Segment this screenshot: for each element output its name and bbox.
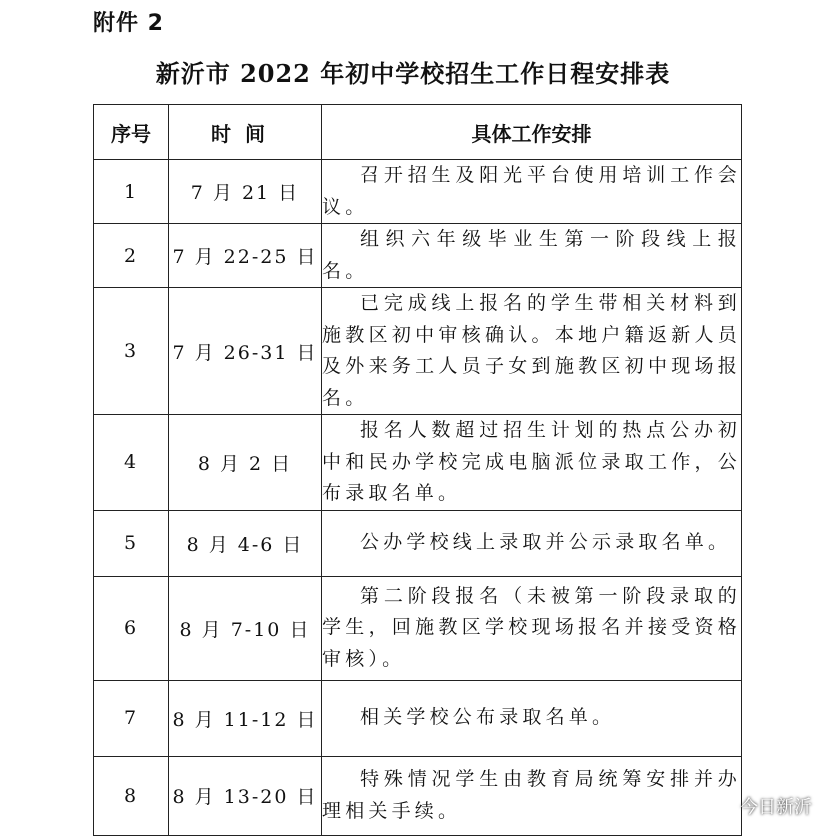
schedule-table — [93, 104, 742, 836]
attachment-label: 附件 2 — [93, 11, 164, 36]
row-number: 3 — [94, 288, 169, 415]
row-time: 8 月 13-20 日 — [169, 756, 322, 835]
row-task: 组织六年级毕业生第一阶段线上报名。 — [322, 224, 742, 288]
table-header-row — [94, 105, 742, 160]
row-time: 8 月 11-12 日 — [169, 680, 322, 756]
watermark-text: 今日新沂 — [740, 797, 812, 818]
row-number: 5 — [94, 510, 169, 576]
row-task: 第二阶段报名（未被第一阶段录取的学生，回施教区学校现场报名并接受资格审核）。 — [322, 576, 742, 680]
row-task: 相关学校公布录取名单。 — [322, 680, 742, 756]
table-row — [94, 224, 742, 288]
table-row — [94, 510, 742, 576]
row-number: 6 — [94, 576, 169, 680]
row-task: 已完成线上报名的学生带相关材料到施教区初中审核确认。本地户籍返新人员及外来务工人员子女到施教区初中现场报名。 — [322, 288, 742, 415]
header-time: 时间 — [169, 105, 322, 160]
row-time: 8 月 4-6 日 — [169, 510, 322, 576]
row-time: 7 月 22-25 日 — [169, 224, 322, 288]
row-task: 特殊情况学生由教育局统筹安排并办理相关手续。 — [322, 756, 742, 835]
row-task: 召开招生及阳光平台使用培训工作会议。 — [322, 160, 742, 224]
table-row — [94, 680, 742, 756]
row-time: 8 月 7-10 日 — [169, 576, 322, 680]
row-number: 1 — [94, 160, 169, 224]
row-number: 2 — [94, 224, 169, 288]
watermark — [708, 793, 812, 819]
header-number: 序号 — [94, 105, 169, 160]
row-task: 公办学校线上录取并公示录取名单。 — [322, 510, 742, 576]
table-row — [94, 160, 742, 224]
row-time: 8 月 2 日 — [169, 415, 322, 511]
table-row — [94, 288, 742, 415]
document-title: 新沂市 2022 年初中学校招生工作日程安排表 — [155, 59, 671, 88]
header-task: 具体工作安排 — [322, 105, 742, 160]
row-time: 7 月 21 日 — [169, 160, 322, 224]
row-number: 4 — [94, 415, 169, 511]
wechat-icon — [708, 795, 734, 817]
table-row — [94, 576, 742, 680]
row-task: 报名人数超过招生计划的热点公办初中和民办学校完成电脑派位录取工作，公布录取名单。 — [322, 415, 742, 511]
table-row — [94, 415, 742, 511]
table-row — [94, 756, 742, 835]
row-time: 7 月 26-31 日 — [169, 288, 322, 415]
row-number: 8 — [94, 756, 169, 835]
row-number: 7 — [94, 680, 169, 756]
